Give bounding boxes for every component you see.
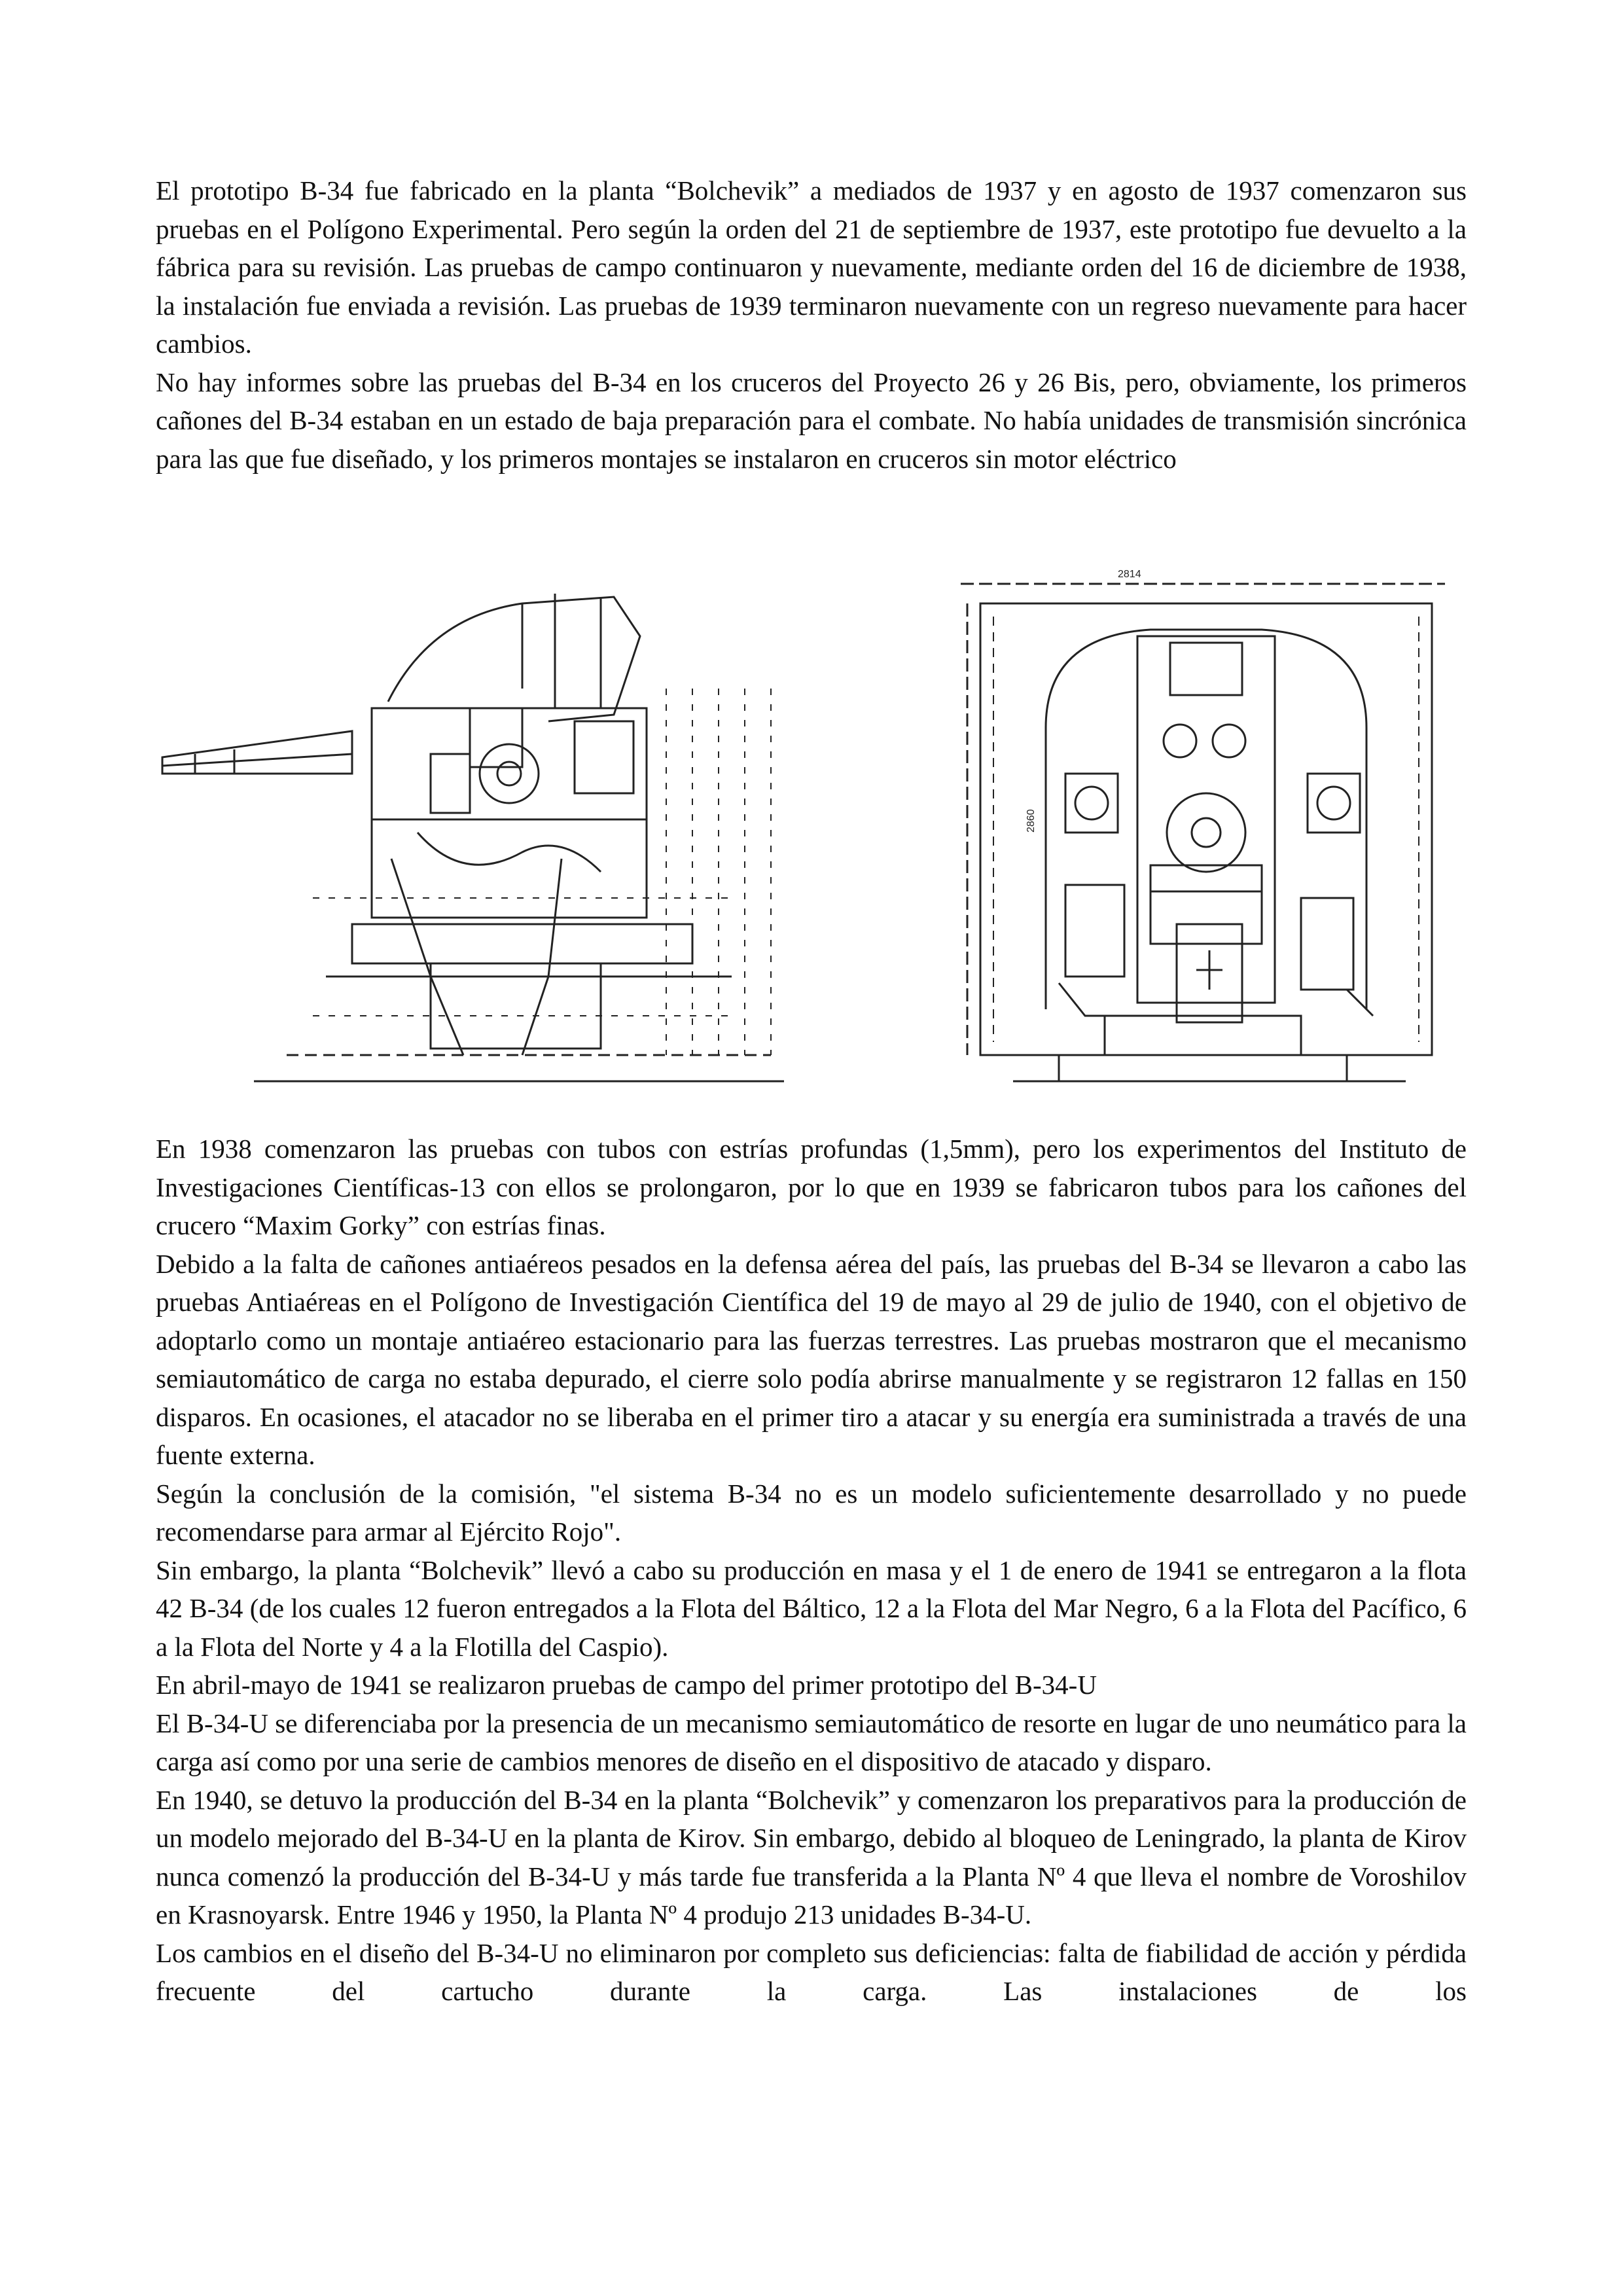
mount-body — [372, 708, 647, 918]
paragraph: Los cambios en el diseño del B-34-U no eliminaron por completo sus deficiencias: falta de fiabilidad de acción y pérdida frecuente del cartucho durante la carga. Las instalaciones de los — [156, 1937, 1467, 2006]
paragraph: El B-34-U se diferenciaba por la presencia de un mecanismo semiautomático de resorte en lugar de uno neumático para la carga así como por una serie de cambios menores de diseño en el dispositivo de atacado y disparo. — [156, 1708, 1467, 1776]
paragraph: El prototipo B-34 fue fabricado en la planta “Bolchevik” a mediados de 1937 y en agosto de 1937 comenzaron sus pruebas en el Polígono Experimental. Pero según la orden del 21 de septiembre de 1937, este prototipo fue devuelto a la fábrica para su revisión. Las pruebas de campo continuaron y nuevamente, mediante orden del 16 de diciembre de 1938, la instalación fue enviada a revisión. Las pruebas de 1939 terminaron nuevamente con un regreso nuevamente para hacer cambios. — [156, 175, 1467, 359]
paragraph: En abril-mayo de 1941 se realizaron pruebas de campo del primer prototipo del B-34-U — [156, 1670, 1097, 1700]
paragraph: Debido a la falta de cañones antiaéreos pesados en la defensa aérea del país, las pruebas del B-34 se llevaron a cabo las pruebas Antiaéreas en el Polígono de Investigación Científica del 19 de mayo al 29 de julio de 1940, con el objetivo de adoptarlo como un montaje antiaéreo estacionario para las fuerzas terrestres. Las pruebas mostraron que el mecanismo semiautomático de carga no estaba depurado, el cierre solo podía abrirse manualmente y se registraron 12 fallas en 150 disparos. En ocasiones, el atacador no se liberaba en el primer tiro a atacar y su energía era suministrada a través de una fuente externa. — [156, 1248, 1467, 1470]
figure-b34-drawings — [156, 558, 1467, 1098]
paragraph: En 1940, se detuvo la producción del B-34 en la planta “Bolchevik” y comenzaron los preparativos para la producción de un modelo mejorado del B-34-U en la planta de Kirov. Sin embargo, debido al bloqueo de Leningrado, la planta de Kirov nunca comenzó la producción del B-34-U y más tarde fue transferida a la Planta Nº 4 que lleva el nombre de Voroshilov en Krasnoyarsk. Entre 1946 y 1950, la Planta Nº 4 produjo 213 unidades B-34-U. — [156, 1784, 1467, 1929]
housing-outline — [980, 603, 1432, 1055]
paragraph: No hay informes sobre las pruebas del B-34 en los cruceros del Proyecto 26 y 26 Bis, pero, obviamente, los primeros cañones del B-34 estaban en un estado de baja preparación para el combate. No había unidades de transmisión sincrónica para las que fue diseñado, y los primeros montajes se instalaron en cruceros sin motor eléctrico — [156, 367, 1467, 474]
paragraph: Según la conclusión de la comisión, "el sistema B-34 no es un modelo suficientemente desarrollado y no puede recomendarse para armar al Ejército Rojo". — [156, 1478, 1467, 1547]
paragraph: Sin embargo, la planta “Bolchevik” llevó a cabo su producción en masa y el 1 de enero de 1941 se entregaron a la flota 42 B-34 (de los cuales 12 fueron entregados a la Flota del Báltico, 12 a la Flota del Mar Negro, 6 a la Flota del Pacífico, 6 a la Flota del Norte y 4 a la Flotilla del Caspio). — [156, 1554, 1467, 1662]
side-elevation-drawing — [156, 558, 800, 1098]
front-section-drawing — [954, 558, 1467, 1098]
dimension-label: 2814 — [1118, 569, 1141, 580]
side-dimension-label: 2860 — [1026, 809, 1037, 833]
barrel-outline — [162, 731, 352, 774]
shield-outline — [388, 597, 640, 721]
paragraph: En 1938 comenzaron las pruebas con tubos con estrías profundas (1,5mm), pero los experimentos del Instituto de Investigaciones Científicas-13 con ellos se prolongaron, por lo que en 1939 se fabricaron tubos para los cañones del crucero “Maxim Gorky” con estrías finas. — [156, 1134, 1467, 1240]
text-block-bottom — [156, 1130, 1467, 2011]
text-block-top — [156, 171, 1467, 478]
